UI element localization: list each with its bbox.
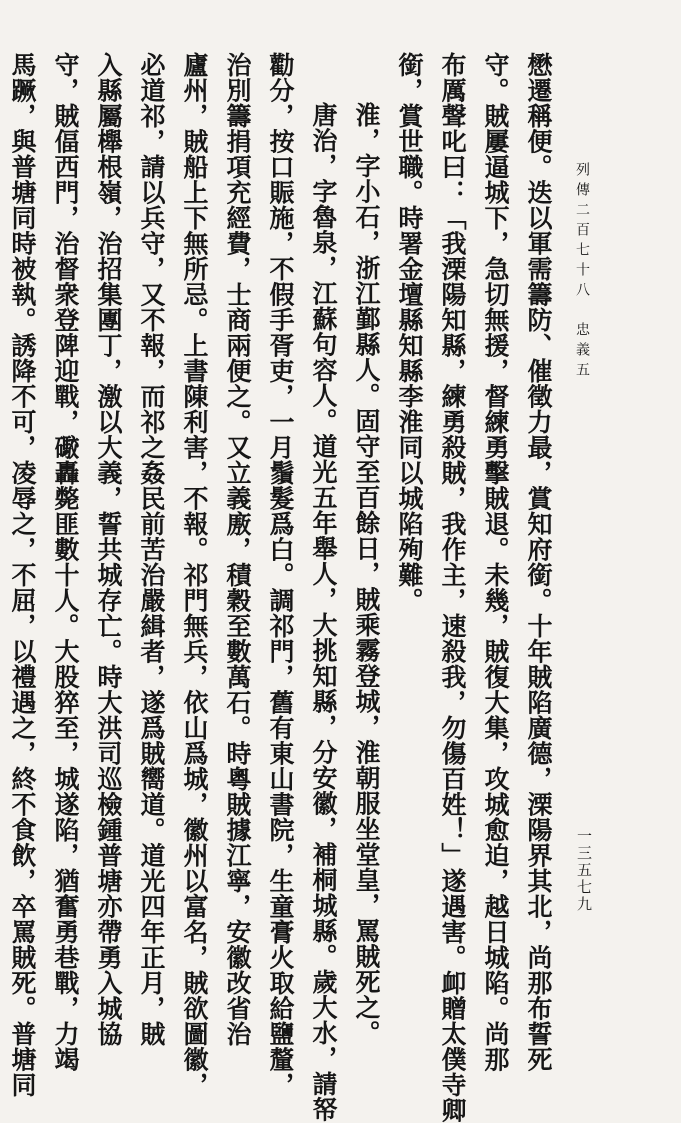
text-column-4: 銜，賞世職。時署金壇縣知縣李淮同以城陷殉難。 xyxy=(395,52,424,613)
text-column-12: 守，賊偪西門，治督衆登陴迎戰，礮轟斃匪數十人。大股猝至，城遂陷，猶奮勇巷戰，力竭 xyxy=(51,52,80,1072)
text-column-3: 布厲聲叱曰：「我溧陽知縣，練勇殺賊，我作主，速殺我，勿傷百姓！」遂遇害。卹贈太僕寺卿 xyxy=(438,52,467,1123)
running-header: 列傳二百七十八 忠義五 xyxy=(574,162,590,382)
text-column-2: 守。賊屢逼城下，急切無援，督練勇擊賊退。未幾，賊復大集，攻城愈迫，越日城陷。尚那 xyxy=(481,52,510,1072)
text-column-9: 廬州，賊船上下無所忌。上書陳利害，不報。祁門無兵，依山爲城，徽州以富名，賊欲圖徽， xyxy=(180,52,209,1098)
text-column-10: 必道祁，請以兵守，又不報，而祁之姦民前苦治嚴緝者，遂爲賊嚮道。道光四年正月，賊 xyxy=(137,52,166,1047)
text-column-5: 淮，字小石，浙江鄞縣人。固守至百餘日，賊乘霧登城，淮朝服坐堂皇，罵賊死之。 xyxy=(352,102,381,1046)
text-column-7: 勸分，按口賑施，不假手胥吏，一月鬚髮爲白。調祁門，舊有東山書院，生童膏火取給鹽釐， xyxy=(266,52,295,1098)
text-column-6: 唐治，字魯泉，江蘇句容人。道光五年舉人，大挑知縣，分安徽，補桐城縣。歲大水，請帑 xyxy=(309,102,338,1122)
text-column-8: 治別籌捐項充經費，士商兩便之。又立義廒，積穀至數萬石。時粵賊據江寧，安徽改省治 xyxy=(223,52,252,1047)
page-number: 一三五七九 xyxy=(575,828,593,913)
text-column-13: 馬蹶，與普塘同時被執。誘降不可，凌辱之，不屈，以禮遇之，終不食飲，卒罵賊死。普塘同 xyxy=(8,52,37,1098)
text-column-11: 入縣屬櫸根嶺，治招集團丁，激以大義，誓共城存亡。時大洪司巡檢鍾普塘亦帶勇入城協 xyxy=(94,52,123,1047)
text-column-1: 懋遷稱便。迭以軍需籌防、催徵力最，賞知府銜。十年賊陷廣德，溧陽界其北，尚那布誓死 xyxy=(524,52,553,1072)
